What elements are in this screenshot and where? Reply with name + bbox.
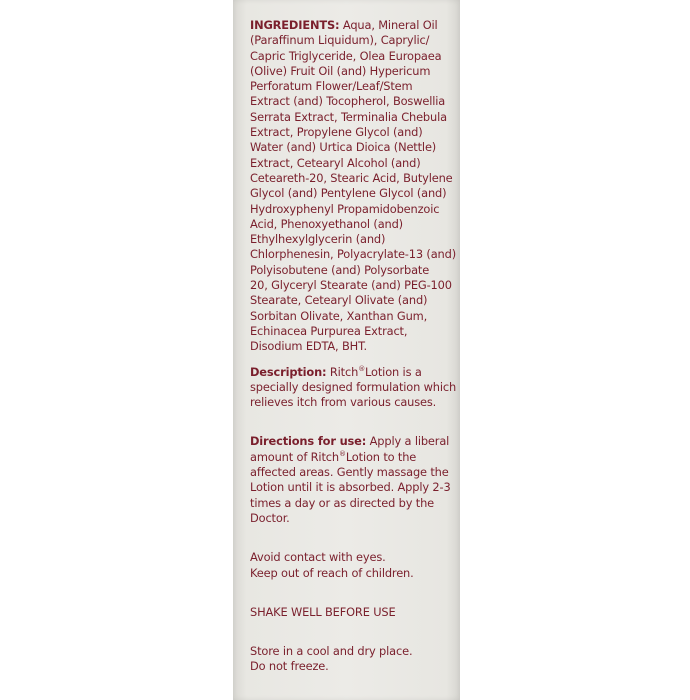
description-label: Description: <box>250 364 327 379</box>
ingredients-line: Water (and) Urtica Dioica (Nettle) <box>250 140 437 155</box>
ingredients-line: Stearate, Cetearyl Olivate (and) <box>250 293 428 308</box>
directions-line: Doctor. <box>250 510 290 525</box>
ingredients-line: (Paraffinum Liquidum), Caprylic/ <box>250 33 430 48</box>
directions-line: times a day or as directed by the <box>250 495 435 510</box>
registered-mark: ® <box>338 449 346 458</box>
ingredients-line: 20, Glyceryl Stearate (and) PEG-100 <box>250 278 452 293</box>
ingredients-line: Ethylhexylglycerin (and) <box>250 232 386 247</box>
directions-line: amount of Ritch®Lotion to the <box>250 449 417 464</box>
ingredients-label: INGREDIENTS: <box>250 18 340 32</box>
warning-line: Avoid contact with eyes. <box>250 550 386 565</box>
ingredients-line: Acid, Phenoxyethanol (and) <box>250 216 403 231</box>
ingredients-line: Perforatum Flower/Leaf/Stem <box>250 79 413 94</box>
description-line: Description: Ritch®Lotion is a <box>250 364 422 379</box>
ingredients-line: Ceteareth-20, Stearic Acid, Butylene <box>250 170 453 185</box>
description-line: specially designed formulation which <box>250 379 457 394</box>
ingredients-line: Sorbitan Olivate, Xanthan Gum, <box>250 308 428 323</box>
directions-line: affected areas. Gently massage the <box>250 465 449 480</box>
directions-line: Lotion until it is absorbed. Apply 2-3 <box>250 480 451 495</box>
ingredients-line: Hydroxyphenyl Propamidobenzoic <box>250 201 440 216</box>
directions-label: Directions for use: <box>250 434 367 449</box>
ingredients-line: Echinacea Purpurea Extract, <box>250 323 408 338</box>
ingredients-line: Serrata Extract, Terminalia Chebula <box>250 109 447 124</box>
warning-line: Keep out of reach of children. <box>250 565 414 580</box>
directions-line: Directions for use: Apply a liberal <box>250 434 450 449</box>
ingredients-line: (Olive) Fruit Oil (and) Hypericum <box>250 63 431 78</box>
ingredients-line: Extract, Cetearyl Alcohol (and) <box>250 155 421 170</box>
ingredients-line: INGREDIENTS: Aqua, Mineral Oil <box>250 18 438 32</box>
ingredients-line: Glycol (and) Pentylene Glycol (and) <box>250 186 447 201</box>
shake-notice: SHAKE WELL BEFORE USE <box>250 604 396 619</box>
ingredients-line: Disodium EDTA, BHT. <box>250 339 368 354</box>
description-line: relieves itch from various causes. <box>250 395 437 410</box>
ingredients-line: Chlorphenesin, Polyacrylate-13 (and) <box>250 247 456 262</box>
ingredients-line: Extract (and) Tocopherol, Boswellia <box>250 94 446 109</box>
ingredients-line: Polyisobutene (and) Polysorbate <box>250 262 430 277</box>
storage-line: Do not freeze. <box>250 659 329 674</box>
label-text-panel <box>250 18 457 675</box>
storage-line: Store in a cool and dry place. <box>250 644 413 659</box>
ingredients-line: Capric Triglyceride, Olea Europaea <box>250 48 442 63</box>
ingredients-line: Extract, Propylene Glycol (and) <box>250 125 423 140</box>
registered-mark: ® <box>358 364 366 373</box>
